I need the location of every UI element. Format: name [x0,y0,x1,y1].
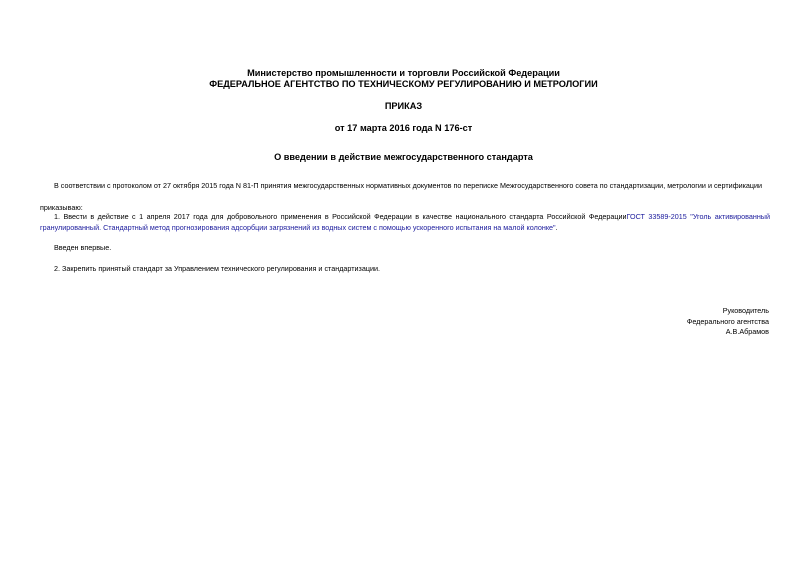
signature-org: Федерального агентства [686,316,769,326]
item-2-paragraph: 2. Закрепить принятый стандарт за Управлением технического регулирования и стандартизации. [54,264,380,273]
signature-title: Руководитель [722,306,769,315]
signature-name: А.В.Абрамов [725,327,769,336]
first-time-paragraph: Введен впервые. [54,243,112,252]
ministry-heading: Министерство промышленности и торговли Российской Федерации [247,68,560,78]
date-number-heading: от 17 марта 2016 года N 176-ст [334,123,473,133]
subject-heading: О введении в действие межгосударственного стандарта [274,152,533,162]
item-1-text: 1. Ввести в действие с 1 апреля 2017 года для добровольного применения в Российской Федерации в качестве национального стандарта Российской Федерации [54,212,627,221]
item-1-paragraph [40,212,770,233]
basis-paragraph: В соответствии с протоколом от 27 октября 2015 года N 81-П принятия межгосударственных нормативных документов по переписке Межгосударственного совета по стандартизации, метрологии и сертификации [54,181,763,190]
agency-heading: ФЕДЕРАЛЬНОЕ АГЕНТСТВО ПО ТЕХНИЧЕСКОМУ РЕГУЛИРОВАНИЮ И МЕТРОЛОГИИ [209,79,598,89]
signature-block [687,306,769,338]
standard-link[interactable]: ГОСТ 33589-2015 "Уголь активированный гранулированный. Стандартный метод прогнозирования адсорбции загрязнений из водных систем с помощью ускоренного испытания на малой колонке" [40,212,770,232]
item-1-end: . [555,222,558,232]
document-type-heading: ПРИКАЗ [384,101,423,111]
order-word-paragraph: приказываю: [40,203,83,212]
